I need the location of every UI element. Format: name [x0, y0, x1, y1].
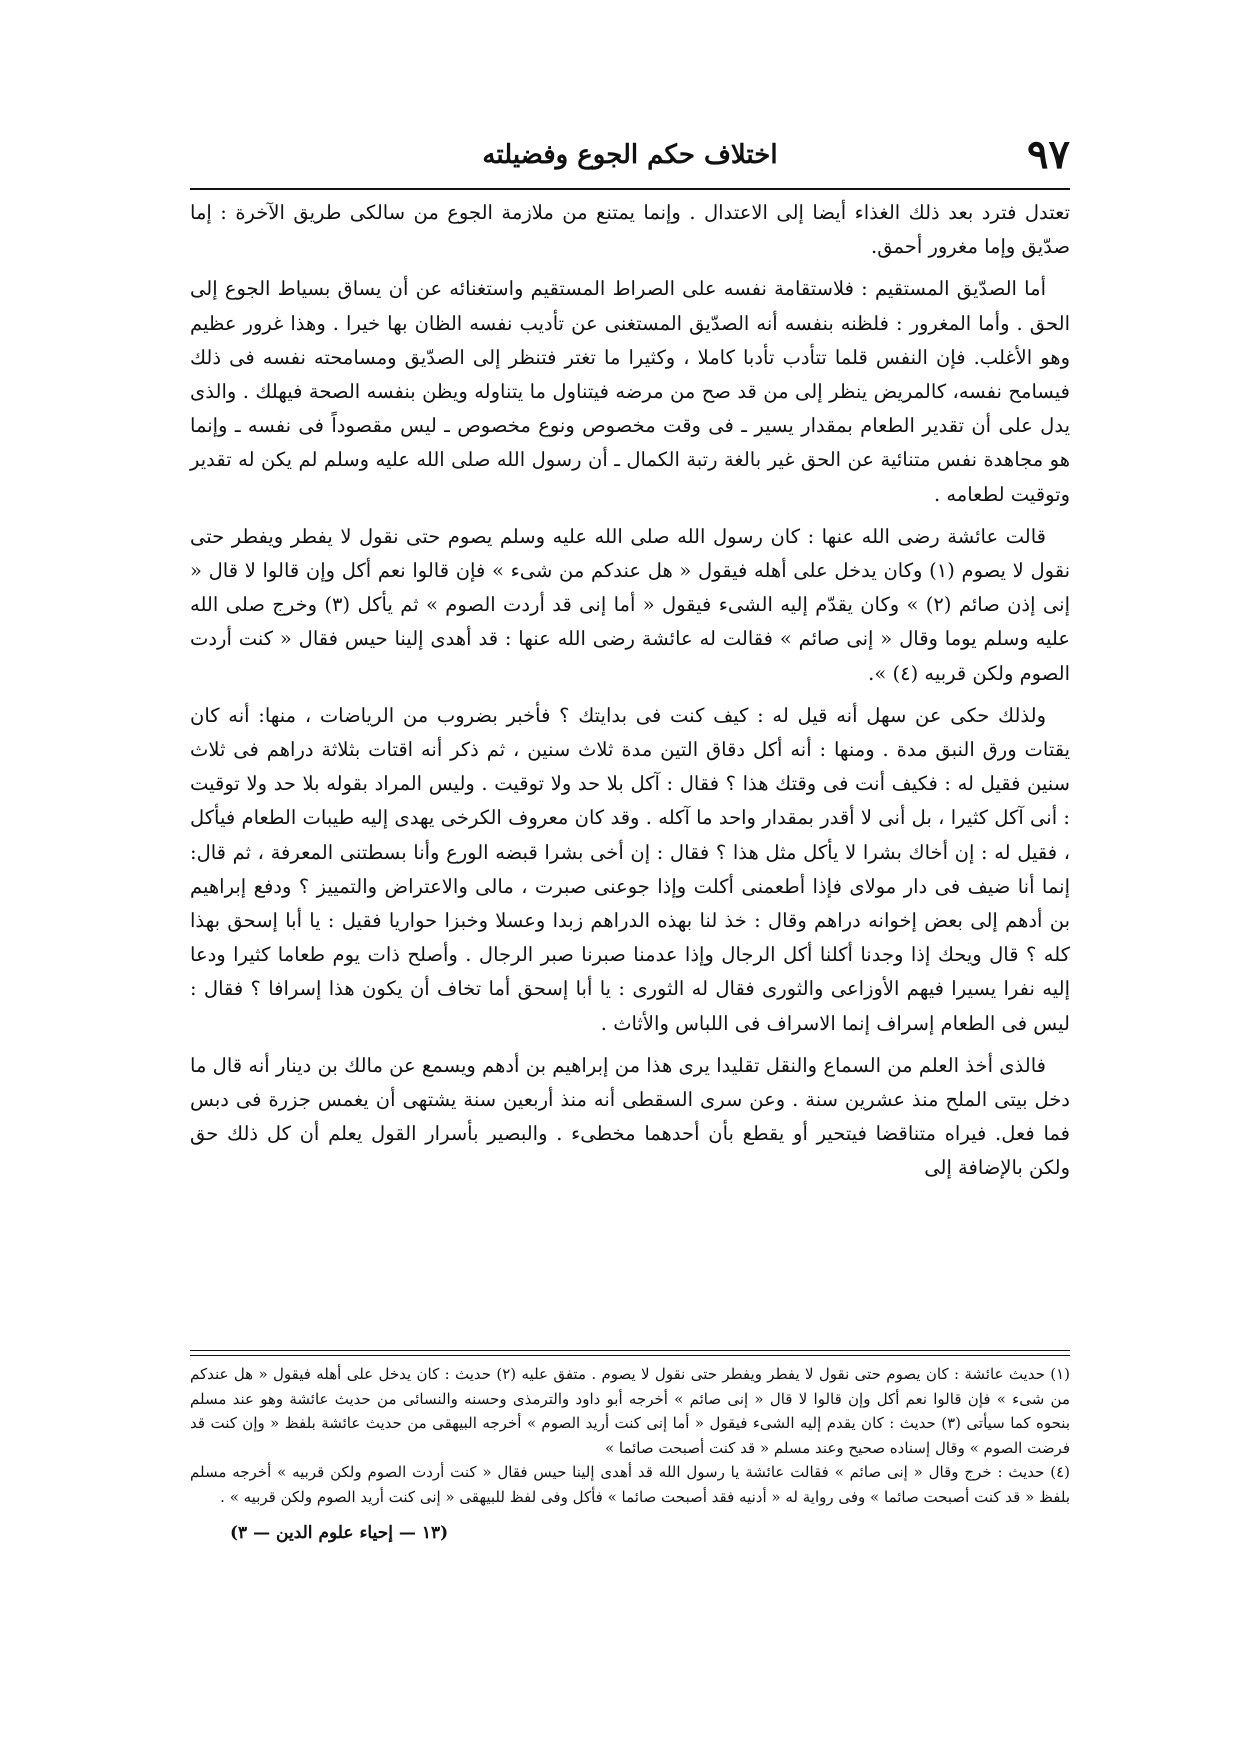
- paragraph: تعتدل فترد بعد ذلك الغذاء أيضا إلى الاعتدال . وإنما يمتنع من ملازمة الجوع من سالكى طريق الآخرة : إما صدّيق وإما مغرور أحمق.: [190, 201, 1070, 259]
- running-title: اختلاف حكم الجوع وفضيلته: [482, 140, 778, 170]
- paragraph: قالت عائشة رضى الله عنها : كان رسول الله صلى الله عليه وسلم يصوم حتى نقول لا يفطر ويفطر حتى نقول لا يصوم (١) وكان يدخل على أهله فيقول « هل عندكم من شىء » فإن قالوا نعم أكل وإن قالوا لا قال « إنى إذن صائم (٢) » وكان يقدّم إليه الشىء فيقول « أما إنى قد أردت الصوم » ثم يأكل (٣) وخرج صلى الله عليه وسلم يوما وقال « إنى صائم » فقالت له عائشة رضى الله عنها : قد أهدى إلينا حيس فقال « كنت أردت الصوم ولكن قربيه (٤) ».: [190, 524, 1070, 685]
- paragraph: فالذى أخذ العلم من السماع والنقل تقليدا يرى هذا من إبراهيم بن أدهم ويسمع عن مالك بن دينار أنه قال ما دخل بيتى الملح منذ عشرين سنة . وعن سرى السقطى أنه منذ أربعين سنة يشتهى أن يغمس جزرة فى دبس فما فعل. فيراه متناقضا فيتحير أو يقطع بأن أحدهما مخطىء . والبصير بأسرار القول يعلم أن كل ذلك حق ولكن بالإضافة إلى: [190, 1053, 1070, 1180]
- paragraph: ولذلك حكى عن سهل أنه قيل له : كيف كنت فى بدايتك ؟ فأخبر بضروب من الرياضات ، منها: أنه كان يقتات ورق النبق مدة . ومنها : أنه أكل دقاق التين مدة ثلاث سنين ، ثم ذكر أنه اقتات بثلاثة دراهم فى ثلاث سنين فقيل له : فكيف أنت فى وقتك هذا ؟ فقال : آكل بلا حد ولا توقيت . وليس المراد بقوله بلا حد ولا توقيت : أنى آكل كثيرا ، بل أنى لا أقدر بمقدار واحد ما آكله . وقد كان معروف الكرخى يهدى إليه طيبات الطعام فيأكل ، فقيل له : إن أخاك بشرا لا يأكل مثل هذا ؟ فقال : إن أخى بشرا قبضه الورع وأنا بسطتنى المعرفة ، ثم قال: إنما أنا ضيف فى دار مولاى فإذا أطعمنى أكلت وإذا جوعنى صبرت ، مالى والاعتراض والتمييز ؟ ودفع إبراهيم بن أدهم إلى بعض إخوانه دراهم وقال : خذ لنا بهذه الدراهم زبدا وعسلا وخبزا حواريا فقيل : يا أبا إسحق بهذا كله ؟ قال ويحك إذا وجدنا أكلنا أكل الرجال وإذا عدمنا صبرنا صبر الرجال . وأصلح ذات يوم طعاما كثيرا ودعا إليه نفرا يسيرا فيهم الأوزاعى والثورى فقال له الثورى : يا أبا إسحق أما تخاف أن يكون هذا إسرافا ؟ فقال : ليس فى الطعام إسراف إنما الاسراف فى اللباس والأثاث .: [190, 703, 1070, 1035]
- footnotes: [190, 1362, 1070, 1509]
- page-number: ٩٧: [1027, 131, 1070, 178]
- paragraph: أما الصدّيق المستقيم : فلاستقامة نفسه على الصراط المستقيم واستغنائه عن أن يساق بسياط الجوع إلى الحق . وأما المغرور : فلظنه بنفسه أنه الصدّيق المستغنى عن تأديب نفسه الظان بها خيرا . وهذا غرور عظيم وهو الأغلب. فإن النفس قلما تتأدب تأدبا كاملا ، وكثيرا ما تغتر فتنظر إلى الصدّيق ومسامحته نفسه فى ذلك فيسامح نفسه، كالمريض ينظر إلى من قد صح من مرضه فيتناول ما يتناوله ويظن بنفسه الصحة فيهلك . والذى يدل على أن تقدير الطعام بمقدار يسير ـ فى وقت مخصوص ونوع مخصوص ـ ليس مقصوداً فى نفسه ـ وإنما هو مجاهدة نفس متنائية عن الحق غير بالغة رتبة الكمال ـ أن رسول الله صلى الله عليه وسلم لم يكن له تقدير وتوقيت لطعامه .: [190, 277, 1070, 506]
- header-rule: [190, 188, 1070, 190]
- printer-signature: (١٣ — إحياء علوم الدين — ٣): [230, 1523, 449, 1543]
- footnote: (٤) حديث : خرج وقال « إنى صائم » فقالت عائشة يا رسول الله قد أهدى إلينا حيس فقال « كنت أردت الصوم ولكن قربيه » أخرجه مسلم بلفظ « قد كنت أصبحت صائما » وفى رواية له « أدنيه فقد أصبحت صائما » فأكل وفى لفظ للبيهقى « إنى كنت أريد الصوم ولكن قربيه » .: [190, 1463, 1070, 1506]
- page-header: [190, 128, 1070, 182]
- main-text: [190, 196, 1070, 1194]
- footnote: (١) حديث عائشة : كان يصوم حتى نقول لا يفطر ويفطر حتى نقول لا يصوم . متفق عليه (٢) حديث : كان يدخل على أهله فيقول « هل عندكم من شىء » فإن قالوا نعم أكل وإن قالوا لا قال « إنى صائم » أخرجه أبو داود والترمذى وحسنه والنسائى من حديث عائشة وهو عند مسلم بنحوه كما سيأتى (٣) حديث : كان يقدم إليه الشىء فيقول « أما إنى كنت أريد الصوم » أخرجه البيهقى من حديث عائشة بلفظ « وإن كنت قد فرضت الصوم » وقال إسناده صحيح وعند مسلم « قد كنت أصبحت صائما »: [190, 1365, 1071, 1457]
- footnote-rule: [190, 1350, 1070, 1356]
